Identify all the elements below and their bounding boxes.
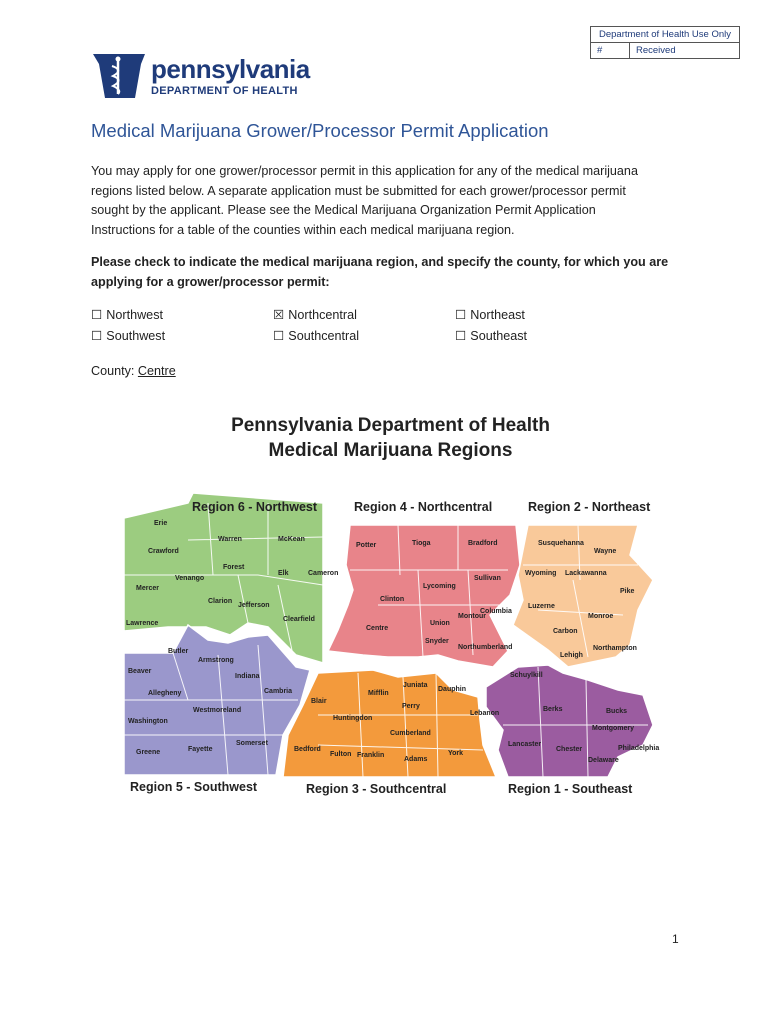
region-2-label: Region 2 - Northeast	[528, 500, 651, 514]
county-label: Montour	[458, 613, 486, 620]
region-southeast-shape	[486, 665, 653, 777]
county-label: Wayne	[594, 548, 617, 555]
county-label: Fulton	[330, 751, 352, 758]
county-label: Erie	[154, 520, 168, 527]
county-label: Cumberland	[390, 730, 431, 737]
region-option-northeast[interactable]	[455, 306, 585, 324]
county-label: County:	[91, 364, 135, 378]
county-label: Juniata	[403, 682, 428, 689]
county-label: Lawrence	[126, 620, 159, 627]
county-label: Carbon	[553, 628, 578, 635]
map-title-line2: Medical Marijuana Regions	[268, 440, 513, 461]
region-option-southeast[interactable]	[455, 327, 585, 345]
county-label: Westmoreland	[193, 707, 242, 714]
checkbox-southcentral[interactable]: ☐	[273, 329, 285, 343]
county-label: Lycoming	[423, 583, 456, 590]
region-4-label: Region 4 - Northcentral	[354, 500, 493, 514]
office-use-header: Department of Health Use Only	[591, 27, 739, 43]
county-label: Allegheny	[148, 690, 182, 697]
checkbox-northwest[interactable]: ☐	[91, 308, 103, 322]
county-label: Tioga	[412, 540, 431, 547]
county-label: Chester	[556, 746, 583, 753]
county-label: Pike	[620, 588, 635, 595]
county-label: Beaver	[128, 668, 152, 675]
county-label: Bedford	[294, 746, 321, 753]
county-label: Sullivan	[474, 575, 501, 582]
county-value[interactable]: Centre	[137, 364, 176, 378]
office-use-received-cell: Received	[636, 45, 676, 56]
county-label: Wyoming	[525, 570, 557, 577]
region-label: Southcentral	[288, 329, 360, 343]
region-label: Southwest	[106, 329, 166, 343]
checkbox-southwest[interactable]: ☐	[91, 329, 103, 343]
county-label: Greene	[136, 749, 161, 756]
county-label: Blair	[311, 698, 327, 705]
county-label: Cambria	[264, 688, 293, 695]
county-label: Perry	[402, 703, 420, 710]
instruction-paragraph: Please check to indicate the medical marijuana region, and specify the county, for which you are applying for a grower/processor permit:	[91, 255, 669, 289]
region-option-southwest[interactable]	[91, 327, 273, 345]
county-label: Venango	[175, 575, 205, 582]
county-label: Clearfield	[283, 616, 315, 623]
county-label: Crawford	[148, 548, 179, 555]
logo-wordmark: pennsylvania	[151, 54, 310, 84]
county-label: Northumberland	[458, 644, 513, 651]
county-label: Jefferson	[238, 602, 270, 609]
county-label: Bucks	[606, 708, 628, 715]
county-label: Butler	[168, 648, 189, 655]
intro-paragraph: You may apply for one grower/processor permit in this application for any of the medical marijuana regions listed below. A separate application must be submitted for each grower/processor permit sought by the applicant. Please see the Medical Marijuana Organization Permit Application Instructions for a table of the counties within each medical marijuana region.	[91, 164, 638, 237]
county-label: Columbia	[480, 608, 512, 615]
region-checkboxes	[91, 306, 571, 345]
county-label: York	[448, 750, 464, 757]
county-label: Somerset	[236, 740, 268, 747]
region-6-label: Region 6 - Northwest	[192, 500, 318, 514]
region-option-northwest[interactable]	[91, 306, 273, 324]
county-label: Huntingdon	[333, 715, 373, 722]
region-3-label: Region 3 - Southcentral	[306, 782, 447, 796]
county-label: Bradford	[468, 540, 498, 547]
county-label: Schuylkill	[510, 672, 543, 679]
region-option-southcentral[interactable]	[273, 327, 455, 345]
county-label: Philadelphia	[618, 745, 660, 752]
county-label: Adams	[404, 756, 428, 763]
county-label: Lackawanna	[565, 570, 607, 577]
pa-regions-map	[118, 405, 663, 800]
checkbox-southeast[interactable]: ☐	[455, 329, 467, 343]
county-label: Mifflin	[368, 690, 389, 697]
county-label: Lehigh	[560, 652, 583, 659]
county-label: Clinton	[380, 596, 405, 603]
county-label: Centre	[366, 625, 389, 632]
county-label: Forest	[223, 564, 245, 571]
county-label: Potter	[356, 542, 377, 549]
county-label: Franklin	[357, 752, 385, 759]
county-label: McKean	[278, 536, 305, 543]
county-label: Dauphin	[438, 686, 466, 693]
keystone-logo-icon	[91, 50, 147, 104]
county-label: Montgomery	[592, 725, 634, 732]
county-label: Northampton	[593, 645, 637, 652]
county-label: Cameron	[308, 570, 339, 577]
checkbox-northcentral[interactable]: ☒	[273, 308, 285, 322]
county-label: Delaware	[588, 757, 619, 764]
county-label: Mercer	[136, 585, 159, 592]
region-5-label: Region 5 - Southwest	[130, 780, 258, 794]
county-field	[91, 364, 176, 378]
page-number: 1	[672, 932, 679, 946]
region-option-northcentral[interactable]	[273, 306, 455, 324]
region-1-label: Region 1 - Southeast	[508, 782, 633, 796]
county-label: Fayette	[188, 746, 213, 753]
region-label: Northcentral	[288, 308, 357, 322]
county-label: Snyder	[425, 638, 449, 645]
county-label: Lebanon	[470, 710, 500, 717]
office-use-number-cell: #	[591, 43, 630, 58]
county-label: Susquehanna	[538, 540, 584, 547]
county-label: Luzerne	[528, 603, 555, 610]
county-label: Armstrong	[198, 657, 234, 664]
county-label: Lancaster	[508, 741, 542, 748]
page-title: Medical Marijuana Grower/Processor Permit Application	[91, 120, 549, 141]
logo-department: DEPARTMENT OF HEALTH	[151, 85, 298, 97]
county-label: Monroe	[588, 613, 614, 620]
region-label: Northeast	[470, 308, 525, 322]
county-label: Indiana	[235, 673, 260, 680]
office-use-box	[590, 26, 740, 59]
region-northwest-shape	[124, 493, 323, 663]
region-label: Southeast	[470, 329, 528, 343]
county-label: Clarion	[208, 598, 233, 605]
county-label: Washington	[128, 718, 168, 725]
checkbox-northeast[interactable]: ☐	[455, 308, 467, 322]
pa-health-logo	[91, 50, 311, 106]
county-label: Elk	[278, 570, 289, 577]
county-label: Berks	[543, 706, 563, 713]
county-label: Warren	[218, 536, 242, 543]
map-title-line1: Pennsylvania Department of Health	[231, 415, 550, 436]
region-label: Northwest	[106, 308, 163, 322]
regions-map	[118, 405, 663, 800]
county-label: Union	[430, 620, 450, 627]
